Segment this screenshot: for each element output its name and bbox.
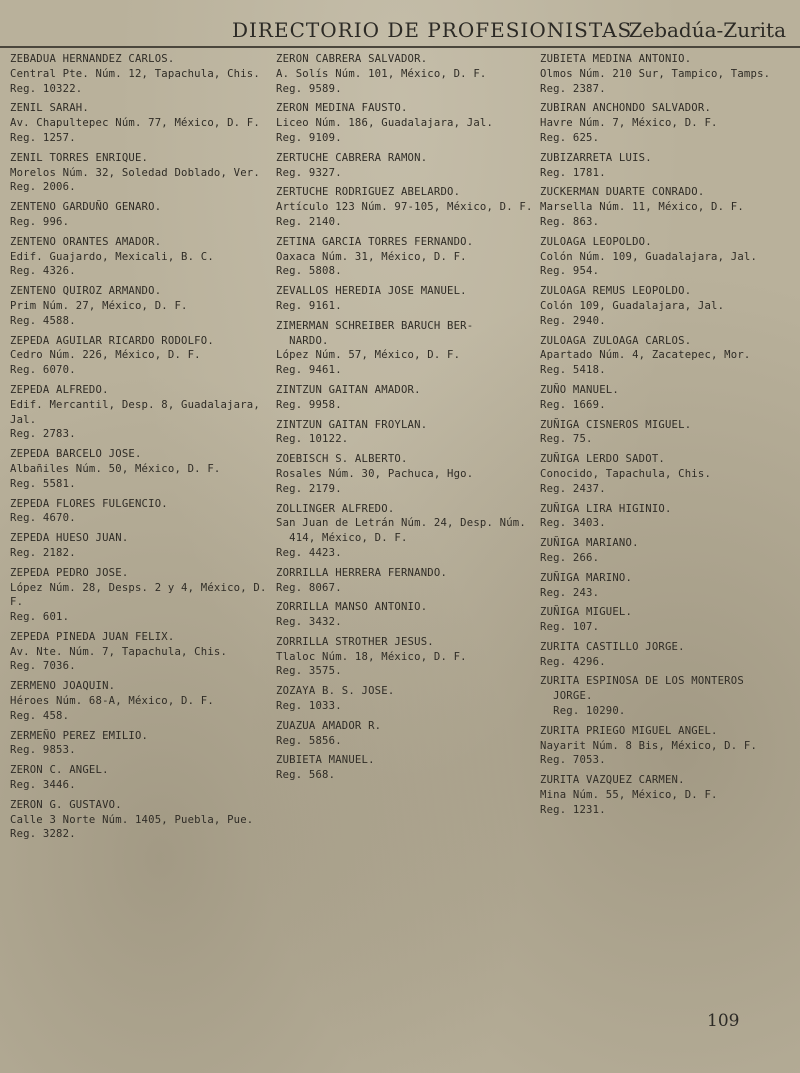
entry-name: ZULOAGA REMUS LEOPOLDO. [540, 285, 692, 298]
directory-entry [10, 52, 272, 96]
entry-name: ZURITA ESPINOSA DE LOS MONTEROS [540, 675, 744, 688]
entry-name: ZINTZUN GAITAN FROYLAN. [276, 418, 428, 431]
directory-column-1 [10, 52, 272, 847]
directory-entry [276, 600, 538, 630]
entry-registration: Reg. 2182. [10, 546, 76, 559]
directory-entry [10, 798, 272, 842]
directory-entry [540, 724, 796, 768]
entry-registration: Reg. 5581. [10, 477, 76, 490]
entry-address: A. Solís Núm. 101, México, D. F. [276, 67, 487, 80]
entry-name: ZENTENO ORANTES AMADOR. [10, 235, 162, 248]
directory-entry [540, 284, 796, 328]
entry-name: ZURITA PRIEGO MIGUEL ANGEL. [540, 724, 718, 737]
entry-address: Héroes Núm. 68-A, México, D. F. [10, 695, 214, 708]
directory-entry [10, 334, 272, 378]
entry-name: ZERON C. ANGEL. [10, 764, 109, 777]
entry-name: ZEPEDA FLORES FULGENCIO. [10, 497, 168, 510]
directory-entry [276, 185, 538, 229]
directory-entry [276, 52, 538, 96]
directory-entry [276, 566, 538, 596]
entry-address: San Juan de Letrán Núm. 24, Desp. Núm. [276, 517, 526, 530]
directory-entry [540, 674, 796, 718]
entry-registration: Reg. 1257. [10, 131, 76, 144]
entry-name: ZEBADUA HERNANDEZ CARLOS. [10, 53, 175, 65]
directory-entry [10, 447, 272, 491]
directory-entry [10, 235, 272, 279]
entry-registration: Reg. 2437. [540, 482, 606, 495]
directory-entry [540, 334, 796, 378]
entry-registration: Reg. 5856. [276, 734, 342, 747]
entry-name: ZOEBISCH S. ALBERTO. [276, 453, 408, 466]
entry-address: Apartado Núm. 4, Zacatepec, Mor. [540, 349, 751, 362]
entry-name: ZORRILLA STROTHER JESUS. [276, 635, 434, 648]
entry-address: Morelos Núm. 32, Soledad Doblado, Ver. [10, 166, 260, 179]
directory-entry [10, 729, 272, 759]
entry-address: Havre Núm. 7, México, D. F. [540, 117, 718, 130]
entry-name: ZUBIRAN ANCHONDO SALVADOR. [540, 102, 712, 115]
entry-registration: Reg. 9109. [276, 131, 342, 144]
entry-registration: Reg. 10322. [10, 82, 83, 95]
entry-address: Calle 3 Norte Núm. 1405, Puebla, Pue. [10, 813, 254, 826]
directory-entry [10, 284, 272, 328]
entry-registration: Reg. 1669. [540, 398, 606, 411]
entry-registration: Reg. 4296. [540, 655, 606, 668]
entry-registration: Reg. 4670. [10, 512, 76, 525]
entry-name: ZENIL SARAH. [10, 102, 89, 115]
directory-entry [540, 640, 796, 670]
entry-name: ZERTUCHE RODRIGUEZ ABELARDO. [276, 186, 461, 199]
entry-name: ZERMENO JOAQUIN. [10, 680, 116, 693]
entry-registration: Reg. 3575. [276, 665, 342, 678]
entry-name: ZOLLINGER ALFREDO. [276, 502, 395, 515]
entry-name: ZULOAGA LEOPOLDO. [540, 235, 652, 248]
entry-name: ZUBIZARRETA LUIS. [540, 151, 652, 164]
directory-entry [540, 101, 796, 145]
entry-address: Colón Núm. 109, Guadalajara, Jal. [540, 250, 758, 263]
entry-registration: Reg. 9589. [276, 82, 342, 95]
entry-name: ZEPEDA BARCELO JOSE. [10, 448, 142, 461]
directory-entry [276, 284, 538, 314]
directory-entry [276, 418, 538, 448]
entry-name: ZEPEDA ALFREDO. [10, 383, 109, 396]
entry-name: ZUÑIGA MARIANO. [540, 537, 639, 550]
directory-entry [540, 151, 796, 181]
entry-registration: Reg. 9161. [276, 299, 342, 312]
entry-registration: Reg. 9327. [276, 166, 342, 179]
directory-title: DIRECTORIO DE PROFESIONISTAS [232, 18, 633, 42]
entry-registration: Reg. 568. [276, 769, 336, 782]
directory-entry [540, 418, 796, 448]
entry-address: Oaxaca Núm. 31, México, D. F. [276, 250, 467, 263]
entry-name: ZERTUCHE CABRERA RAMON. [276, 151, 428, 164]
entry-address: Mina Núm. 55, México, D. F. [540, 789, 718, 802]
entry-registration: Reg. 9461. [276, 364, 342, 377]
entry-address: Nayarit Núm. 8 Bis, México, D. F. [540, 739, 758, 752]
entry-registration: Reg. 2783. [10, 428, 76, 441]
entry-name: ZUÑO MANUEL. [540, 383, 619, 396]
directory-entry [10, 101, 272, 145]
entry-name: ZUBIETA MANUEL. [276, 754, 375, 767]
directory-entry [10, 679, 272, 723]
entry-name: ZOZAYA B. S. JOSE. [276, 685, 395, 698]
entry-name: ZORRILLA MANSO ANTONIO. [276, 601, 428, 614]
entry-registration: Reg. 8067. [276, 581, 342, 594]
entry-registration: Reg. 4423. [276, 546, 342, 559]
entry-address: Prim Núm. 27, México, D. F. [10, 299, 188, 312]
directory-entry [276, 719, 538, 749]
entry-address: Olmos Núm. 210 Sur, Tampico, Tamps. [540, 67, 771, 80]
entry-address: Rosales Núm. 30, Pachuca, Hgo. [276, 467, 474, 480]
entry-registration: Reg. 2140. [276, 215, 342, 228]
alphabetical-range: Zebadúa-Zurita [628, 18, 786, 42]
entry-registration: Reg. 5418. [540, 364, 606, 377]
entry-registration: Reg. 3446. [10, 779, 76, 792]
directory-entry [10, 630, 272, 674]
directory-entry [276, 235, 538, 279]
entry-registration: Reg. 1231. [540, 803, 606, 816]
entry-name: ZORRILLA HERRERA FERNANDO. [276, 566, 448, 579]
directory-entry [540, 571, 796, 601]
entry-address: Av. Nte. Núm. 7, Tapachula, Chis. [10, 645, 228, 658]
entry-name: ZURITA VAZQUEZ CARMEN. [540, 774, 685, 787]
entry-registration: Reg. 2006. [10, 181, 76, 194]
entry-registration: Reg. 9853. [10, 744, 76, 757]
directory-entry [540, 773, 796, 817]
entry-name: ZEPEDA PEDRO JOSE. [10, 566, 129, 579]
directory-entry [276, 151, 538, 181]
directory-entry [540, 536, 796, 566]
directory-entry [10, 763, 272, 793]
entry-name: ZENTENO QUIROZ ARMANDO. [10, 285, 162, 298]
entry-address: JORGE. [540, 690, 593, 703]
entry-name: ZUÑIGA LERDO SADOT. [540, 453, 665, 466]
entry-registration: Reg. 7036. [10, 660, 76, 673]
entry-registration: Reg. 863. [540, 215, 600, 228]
directory-entry [10, 566, 272, 625]
directory-entry [10, 151, 272, 195]
entry-registration: Reg. 7053. [540, 754, 606, 767]
entry-name: ZERMEÑO PEREZ EMILIO. [10, 729, 149, 742]
entry-registration: Reg. 10122. [276, 433, 349, 446]
entry-registration: Reg. 3403. [540, 517, 606, 530]
directory-entry [540, 383, 796, 413]
entry-address: Cedro Núm. 226, México, D. F. [10, 349, 201, 362]
directory-entry [540, 452, 796, 496]
entry-address: Marsella Núm. 11, México, D. F. [540, 201, 744, 214]
entry-registration: Reg. 5808. [276, 265, 342, 278]
entry-registration: Reg. 954. [540, 265, 600, 278]
entry-name: ZURITA CASTILLO JORGE. [540, 640, 685, 653]
directory-entry [540, 605, 796, 635]
entry-name: ZEPEDA AGUILAR RICARDO RODOLFO. [10, 334, 214, 347]
entry-name: ZUCKERMAN DUARTE CONRADO. [540, 186, 705, 199]
page-header [0, 6, 800, 48]
entry-registration: Reg. 75. [540, 433, 593, 446]
entry-address: Av. Chapultepec Núm. 77, México, D. F. [10, 117, 260, 130]
entry-name: ZERON G. GUSTAVO. [10, 798, 122, 811]
entry-address: Artículo 123 Núm. 97-105, México, D. F. [276, 201, 533, 214]
entry-registration: Reg. 4588. [10, 314, 76, 327]
directory-entry [276, 101, 538, 145]
entry-address: Conocido, Tapachula, Chis. [540, 467, 712, 480]
entry-registration: Reg. 10290. [540, 705, 626, 718]
entry-name: ZUÑIGA LIRA HIGINIO. [540, 502, 672, 515]
entry-name: ZENIL TORRES ENRIQUE. [10, 151, 149, 164]
entry-address: Colón 109, Guadalajara, Jal. [540, 299, 725, 312]
entry-name: ZENTENO GARDUÑO GENARO. [10, 201, 162, 214]
entry-registration: Reg. 6070. [10, 364, 76, 377]
entry-address: Central Pte. Núm. 12, Tapachula, Chis. [10, 67, 260, 80]
entry-address: Liceo Núm. 186, Guadalajara, Jal. [276, 117, 494, 130]
entry-name: ZERON MEDINA FAUSTO. [276, 102, 408, 115]
directory-entry [10, 531, 272, 561]
directory-entry [540, 185, 796, 229]
entry-registration: Reg. 3432. [276, 616, 342, 629]
entry-registration: Reg. 243. [540, 586, 600, 599]
directory-column-3 [540, 52, 796, 823]
directory-entry [276, 684, 538, 714]
entry-address: Tlaloc Núm. 18, México, D. F. [276, 650, 467, 663]
entry-name: ZERON CABRERA SALVADOR. [276, 53, 428, 65]
page-number: 109 [707, 1011, 740, 1031]
entry-address: López Núm. 57, México, D. F. [276, 349, 461, 362]
directory-entry [10, 383, 272, 442]
entry-name: ZEPEDA HUESO JUAN. [10, 532, 129, 545]
entry-name: ZUÑIGA MIGUEL. [540, 606, 633, 619]
entry-registration: Reg. 996. [10, 215, 70, 228]
entry-registration: Reg. 2387. [540, 82, 606, 95]
directory-entry [10, 497, 272, 527]
entry-registration: Reg. 107. [540, 621, 600, 634]
directory-entry [276, 452, 538, 496]
entry-address: NARDO. [276, 334, 329, 347]
entry-registration: Reg. 458. [10, 709, 70, 722]
entry-name: ZUBIETA MEDINA ANTONIO. [540, 53, 692, 65]
directory-entry [540, 235, 796, 279]
entry-name: ZETINA GARCIA TORRES FERNANDO. [276, 235, 474, 248]
entry-name: ZEPEDA PINEDA JUAN FELIX. [10, 630, 175, 643]
entry-registration: Reg. 9958. [276, 398, 342, 411]
entry-name: ZUÑIGA MARINO. [540, 571, 633, 584]
directory-entry [276, 319, 538, 378]
entry-registration: Reg. 266. [540, 551, 600, 564]
entry-registration: Reg. 2940. [540, 314, 606, 327]
directory-column-2 [276, 52, 538, 788]
entry-name: ZINTZUN GAITAN AMADOR. [276, 383, 421, 396]
directory-entry [276, 635, 538, 679]
directory-entry [276, 502, 538, 561]
entry-address: López Núm. 28, Desps. 2 y 4, México, D. F. [10, 581, 274, 609]
entry-address: Edif. Mercantil, Desp. 8, Guadalajara, Jal. [10, 398, 267, 426]
entry-name: ZEVALLOS HEREDIA JOSE MANUEL. [276, 285, 467, 298]
entry-registration: Reg. 601. [10, 611, 70, 624]
entry-name: ZIMERMAN SCHREIBER BARUCH BER- [276, 319, 474, 332]
entry-name: ZULOAGA ZULOAGA CARLOS. [540, 334, 692, 347]
entry-name: ZUAZUA AMADOR R. [276, 719, 382, 732]
entry-registration: Reg. 1781. [540, 166, 606, 179]
entry-registration: Reg. 4326. [10, 265, 76, 278]
entry-registration: Reg. 1033. [276, 700, 342, 713]
directory-entry [276, 383, 538, 413]
entry-registration: Reg. 2179. [276, 482, 342, 495]
directory-entry [276, 753, 538, 783]
entry-address: Edif. Guajardo, Mexicali, B. C. [10, 250, 214, 263]
entry-registration: Reg. 625. [540, 131, 600, 144]
entry-address: 414, México, D. F. [276, 532, 408, 545]
entry-address: Albañiles Núm. 50, México, D. F. [10, 462, 221, 475]
directory-entry [540, 502, 796, 532]
directory-entry [10, 200, 272, 230]
directory-entry [540, 52, 796, 96]
entry-registration: Reg. 3282. [10, 828, 76, 841]
entry-name: ZUÑIGA CISNEROS MIGUEL. [540, 418, 692, 431]
